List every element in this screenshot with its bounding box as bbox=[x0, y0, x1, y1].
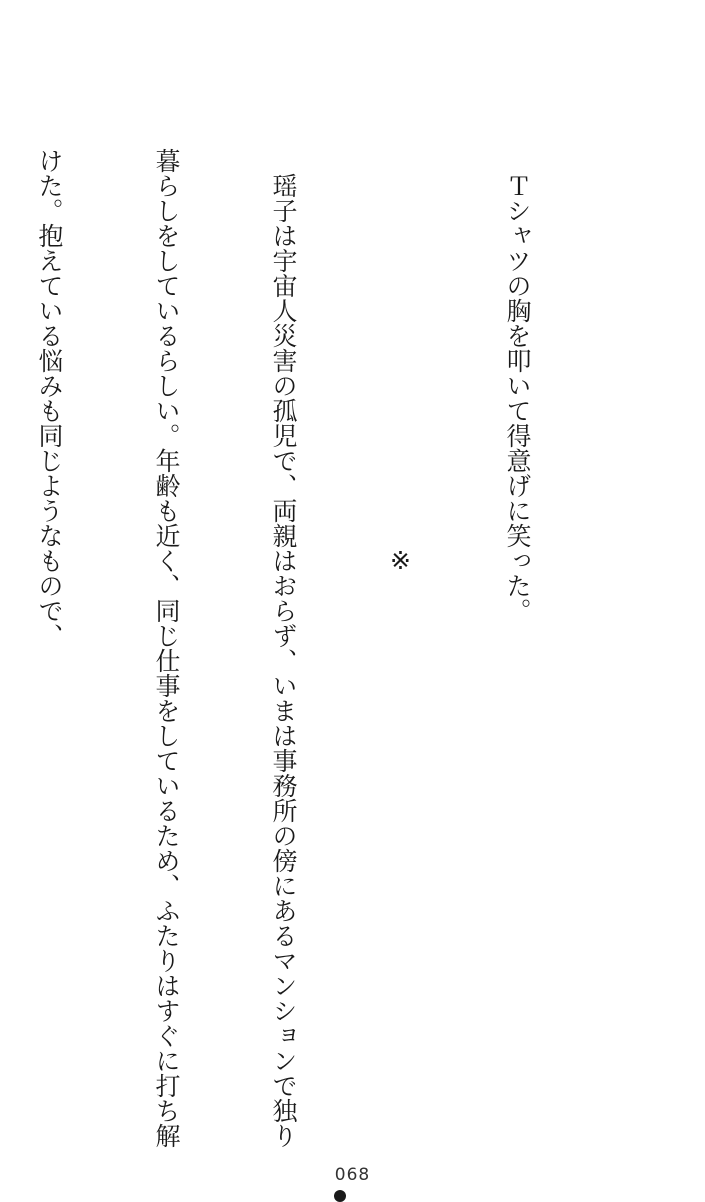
vertical-text-body bbox=[0, 148, 615, 1148]
page-number: 068 bbox=[334, 1165, 371, 1185]
text-line: 暮らしをしているらしい。年齢も近く、同じ仕事をしているため、ふたりはすぐに打ち解 bbox=[152, 148, 181, 1148]
text-line: けた。抱えている悩みも同じようなもので、 bbox=[35, 148, 64, 648]
text-line: Ｔシャツの胸を叩いて得意げに笑った。 bbox=[503, 173, 532, 623]
page-marker-dot bbox=[334, 1190, 346, 1202]
section-separator: ※ bbox=[386, 546, 415, 575]
text-line: 瑶子は宇宙人災害の孤児で、両親はおらず、いまは事務所の傍にあるマンションで独り bbox=[269, 173, 298, 1148]
